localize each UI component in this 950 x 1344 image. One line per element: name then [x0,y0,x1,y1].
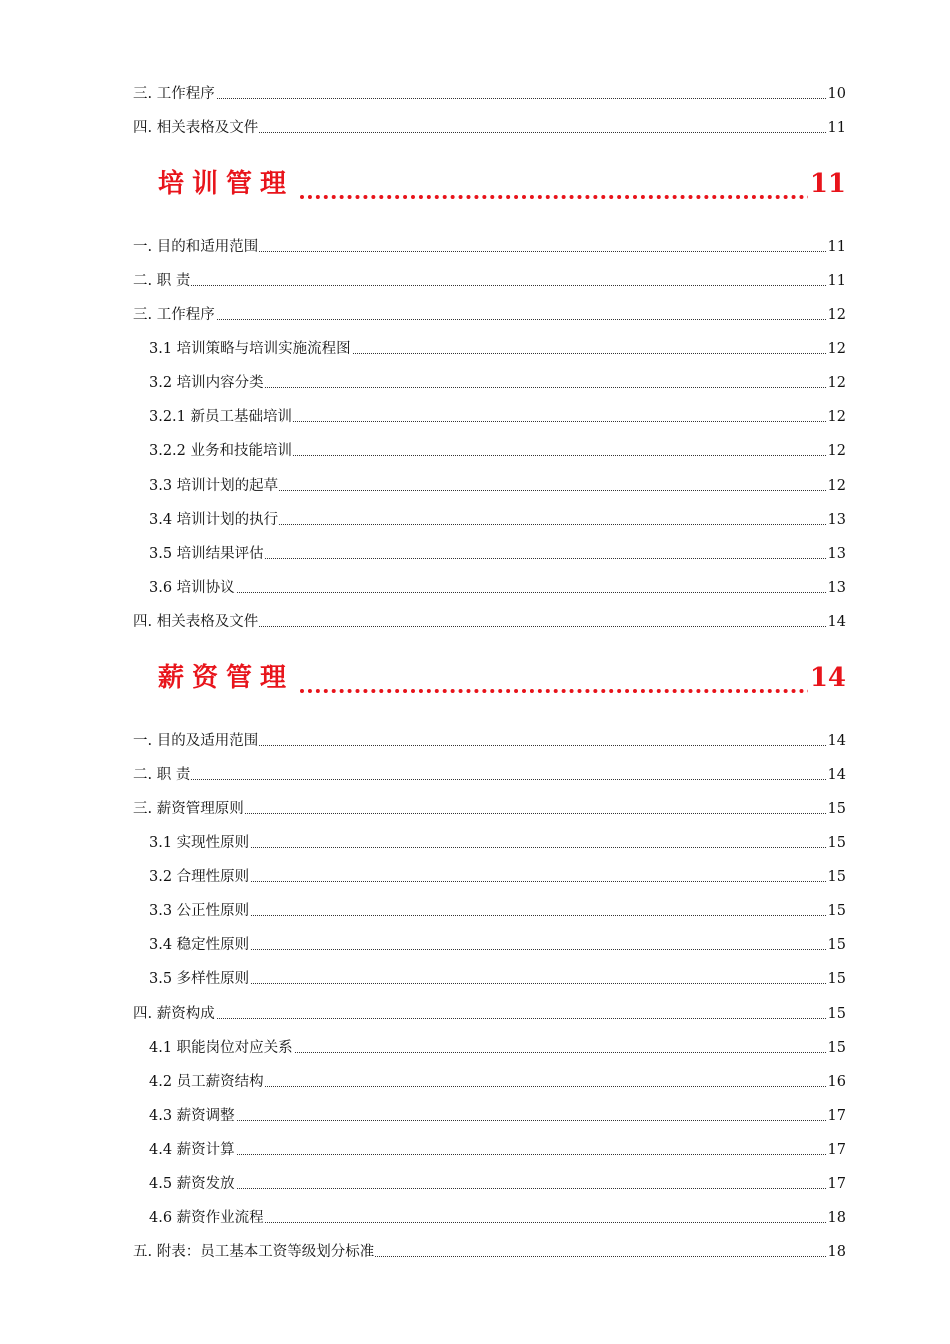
toc-entry-label: 4.6 薪资作业流程 [149,1206,265,1230]
toc-entry[interactable] [0,303,950,327]
toc-entry-page: 11 [826,235,846,259]
toc-entry-page: 17 [826,1104,846,1128]
toc-entry-page: 18 [826,1206,846,1230]
toc-entry[interactable] [0,797,950,821]
toc-entry-label: 3.1 实现性原则 [149,831,250,855]
section-title: 薪资管理 [158,656,294,700]
section-page: 11 [808,162,846,206]
toc-entry-label: 4.2 员工薪资结构 [149,1070,265,1094]
toc-entry[interactable] [0,1138,950,1162]
toc-entry-page: 12 [826,337,846,361]
toc-entry[interactable] [0,865,950,889]
toc-entry[interactable] [0,474,950,498]
toc-entry-page: 13 [826,508,846,532]
toc-entry[interactable] [0,1104,950,1128]
toc-entry-label: 3.5 多样性原则 [149,967,250,991]
dot-leader [300,162,820,199]
toc-entry-label: 三. 工作程序 [133,82,216,106]
toc-entry-label: 3.4 培训计划的执行 [149,508,279,532]
toc-entry-label: 二. 职 责 [133,269,191,293]
toc-entry-label: 4.5 薪资发放 [149,1172,236,1196]
toc-entry[interactable] [0,269,950,293]
dot-leader [150,899,830,916]
dot-leader [150,1104,830,1121]
toc-entry-label: 四. 相关表格及文件 [133,610,259,634]
dot-leader [150,576,830,593]
toc-entry[interactable] [0,542,950,566]
toc-entry[interactable] [0,82,950,106]
toc-entry[interactable] [0,235,950,259]
toc-entry-label: 五. 附表：员工基本工资等级划分标准 [133,1240,375,1264]
dot-leader [150,1138,830,1155]
toc-entry-label: 3.2.1 新员工基础培训 [149,405,293,429]
toc-entry[interactable] [0,1002,950,1026]
toc-section-heading[interactable] [0,162,950,206]
toc-entry[interactable] [0,933,950,957]
dot-leader [150,1002,830,1019]
dot-leader [150,933,830,950]
toc-entry-page: 11 [826,269,846,293]
toc-entry-label: 三. 薪资管理原则 [133,797,245,821]
toc-entry-label: 三. 工作程序 [133,303,216,327]
toc-entry[interactable] [0,405,950,429]
toc-entry[interactable] [0,439,950,463]
toc-entry[interactable] [0,116,950,140]
toc-entry[interactable] [0,1070,950,1094]
toc-entry[interactable] [0,1036,950,1060]
toc-entry-label: 一. 目的及适用范围 [133,729,259,753]
toc-entry[interactable] [0,967,950,991]
toc-section-heading[interactable] [0,656,950,700]
toc-entry[interactable] [0,729,950,753]
toc-entry-label: 3.2 培训内容分类 [149,371,265,395]
toc-entry-page: 15 [826,831,846,855]
toc-entry-label: 3.3 公正性原则 [149,899,250,923]
toc-entry[interactable] [0,899,950,923]
toc-entry-page: 16 [826,1070,846,1094]
section-page: 14 [808,656,846,700]
toc-entry-page: 15 [826,967,846,991]
toc-entry-label: 四. 相关表格及文件 [133,116,259,140]
toc-entry[interactable] [0,337,950,361]
dot-leader [150,303,830,320]
toc-entry-page: 15 [826,1036,846,1060]
toc-entry[interactable] [0,763,950,787]
toc-entry[interactable] [0,371,950,395]
dot-leader [150,797,830,814]
toc-entry-label: 3.3 培训计划的起草 [149,474,279,498]
toc-entry-page: 15 [826,1002,846,1026]
toc-entry-page: 12 [826,303,846,327]
toc-entry-label: 3.2.2 业务和技能培训 [149,439,293,463]
toc-entry-page: 15 [826,899,846,923]
toc-entry-page: 12 [826,474,846,498]
toc-entry[interactable] [0,610,950,634]
toc-entry[interactable] [0,508,950,532]
toc-entry-label: 二. 职 责 [133,763,191,787]
dot-leader [150,865,830,882]
dot-leader [300,656,820,693]
dot-leader [150,967,830,984]
toc-entry-page: 13 [826,542,846,566]
toc-entry[interactable] [0,1240,950,1264]
dot-leader [150,763,830,780]
toc-entry-label: 3.1 培训策略与培训实施流程图 [149,337,352,361]
toc-entry-page: 13 [826,576,846,600]
toc-entry-page: 14 [826,729,846,753]
toc-entry-label: 3.2 合理性原则 [149,865,250,889]
toc-entry[interactable] [0,1206,950,1230]
toc-entry-page: 15 [826,865,846,889]
toc-entry-page: 12 [826,439,846,463]
toc-entry-label: 3.5 培训结果评估 [149,542,265,566]
toc-entry-label: 3.6 培训协议 [149,576,236,600]
toc-entry-page: 12 [826,371,846,395]
toc-entry-page: 17 [826,1172,846,1196]
toc-entry[interactable] [0,831,950,855]
toc-entry[interactable] [0,1172,950,1196]
toc-entry-label: 一. 目的和适用范围 [133,235,259,259]
toc-entry-label: 3.4 稳定性原则 [149,933,250,957]
dot-leader [150,269,830,286]
dot-leader [150,1172,830,1189]
dot-leader [150,82,830,99]
toc-entry-page: 10 [826,82,846,106]
toc-entry-page: 11 [826,116,846,140]
section-title: 培训管理 [158,162,294,206]
toc-entry-page: 15 [826,797,846,821]
toc-entry-label: 4.3 薪资调整 [149,1104,236,1128]
dot-leader [150,831,830,848]
toc-entry-page: 15 [826,933,846,957]
toc-entry-page: 17 [826,1138,846,1162]
toc-entry-label: 4.4 薪资计算 [149,1138,236,1162]
toc-entry-page: 14 [826,610,846,634]
toc-entry-page: 14 [826,763,846,787]
toc-entry-page: 12 [826,405,846,429]
toc-entry-label: 4.1 职能岗位对应关系 [149,1036,294,1060]
toc-entry-label: 四. 薪资构成 [133,1002,216,1026]
toc-entry[interactable] [0,576,950,600]
toc-entry-page: 18 [826,1240,846,1264]
